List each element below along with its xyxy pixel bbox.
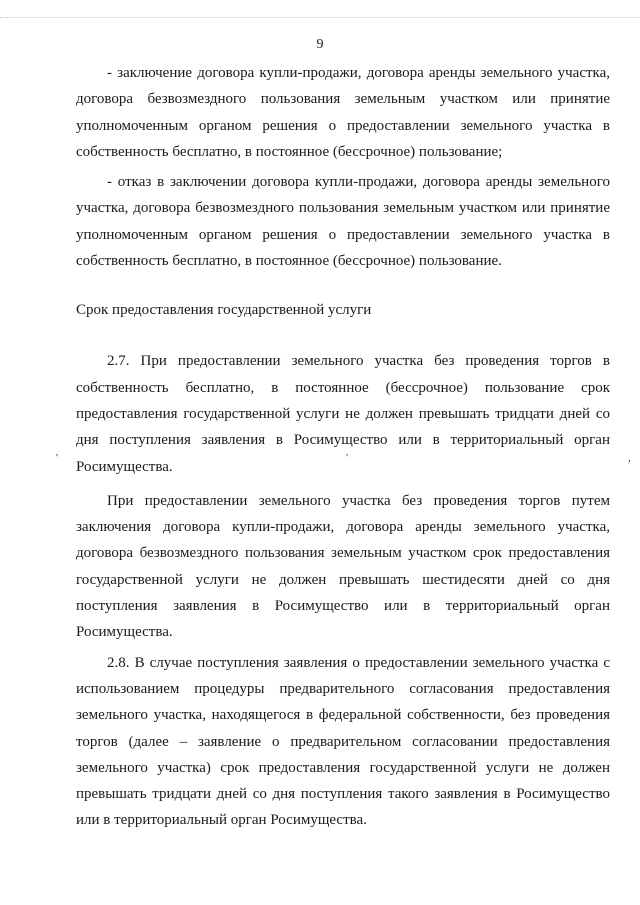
scan-speck-center: ' xyxy=(346,452,348,464)
scan-edge-artifact xyxy=(0,17,640,20)
section-heading: Срок предоставления государственной услуги xyxy=(76,302,372,319)
scan-speck-left: ' xyxy=(56,452,58,464)
page-number: 9 xyxy=(316,37,324,52)
document-body xyxy=(76,60,610,834)
paragraph-2-7: 2.7. При предоставлении земельного участка без проведения торгов в собственность бесплатно, в постоянное (бессрочное) пользование срок предоставления государственной услуги не должен превышать тридцати дней со дня поступления заявления в Росимущество или в территориальный орган Росимущества. xyxy=(76,353,610,475)
paragraph-2-8: 2.8. В случае поступления заявления о предоставлении земельного участка с использованием процедуры предварительного согласования предоставления земельного участка, находящегося в федеральной собственности, без проведения торгов (далее – заявление о предварительном согласовании предоставления земельного участка) срок предоставления государственной услуги не должен превышать тридцати дней со дня поступления такого заявления в Росимущество или в территориальный орган Росимущества. xyxy=(76,654,610,829)
list-item-refusal: - отказ в заключении договора купли-продажи, договора аренды земельного участка, договора безвозмездного пользования земельным участком или принятие уполномоченным органом решения о предоставлении земельного участка в собственность бесплатно, в постоянное (бессрочное) пользование. xyxy=(76,174,610,270)
scan-speck-right: , xyxy=(628,452,631,464)
paragraph-2-7-continued: При предоставлении земельного участка без проведения торгов путем заключения договора купли-продажи, договора аренды земельного участка, договора безвозмездного пользования земельным участком срок предоставления государственной услуги не должен превышать шестидесяти дней со дня поступления заявления в Росимущество или в территориальный орган Росимущества. xyxy=(76,492,610,641)
list-item-conclusion: - заключение договора купли-продажи, договора аренды земельного участка, договора безвозмездного пользования земельным участком или принятие уполномоченным органом решения о предоставлении земельного участка в собственность бесплатно, в постоянное (бессрочное) пользование; xyxy=(76,65,610,160)
